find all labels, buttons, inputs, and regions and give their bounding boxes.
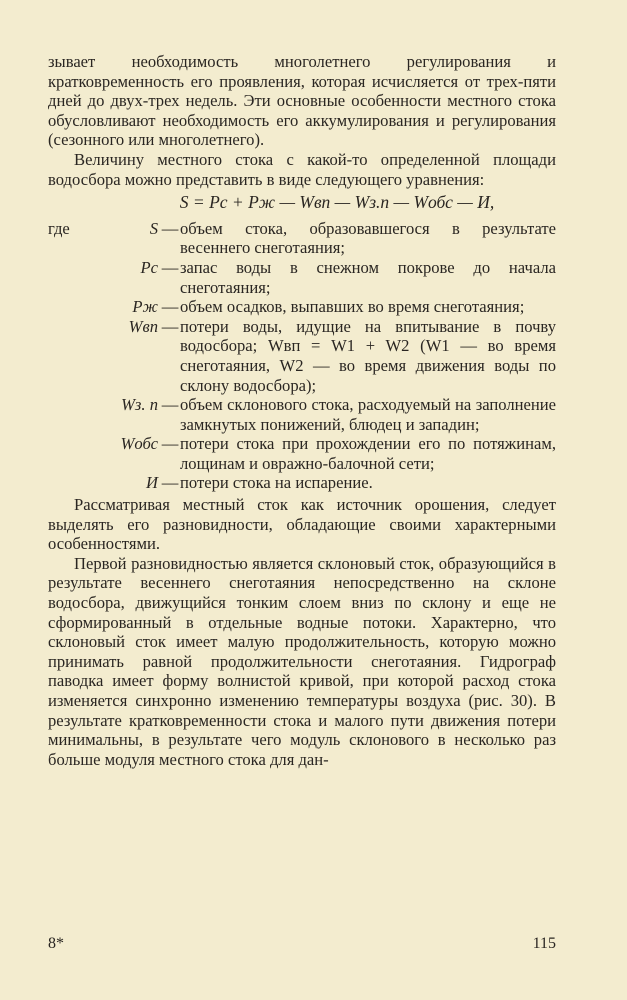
definition-text: объем осадков, выпавших во время снеготаяния; bbox=[180, 297, 525, 317]
definition-text: объем стока, образовавшегося в результате весеннего снеготаяния; bbox=[180, 218, 556, 258]
definition-text: объем склонового стока, расходуемый на заполнение замкнутых понижений, блюдец и западин; bbox=[180, 395, 556, 434]
definition-item bbox=[48, 395, 556, 434]
definition-dash: — bbox=[161, 434, 179, 454]
definition-item bbox=[48, 317, 556, 395]
definition-text: потери воды, идущие на впитывание в почву водосбора; Wвп = W1 + W2 (W1 — во время снеготаяния, W2 — во время движения воды по склону водосбора); bbox=[180, 316, 556, 395]
definition-text: потери стока при прохождении его по потяжинам, лощинам и овражно-балочной сети; bbox=[180, 434, 556, 473]
definition-item bbox=[48, 258, 556, 297]
definition-symbol: Wобс bbox=[120, 434, 158, 454]
definition-symbol: Pж bbox=[132, 297, 158, 317]
definition-dash: — bbox=[161, 218, 179, 238]
definition-dash: — bbox=[161, 316, 179, 336]
definition-symbol: Wвп bbox=[128, 316, 158, 336]
definition-list bbox=[48, 219, 556, 493]
definition-dash: — bbox=[161, 473, 179, 493]
signature-mark: 8* bbox=[48, 935, 64, 952]
definition-item bbox=[48, 219, 556, 258]
paragraph-consider: Рассматривая местный сток как источник орошения, следует выделять его разновидности, обладающие своими характерными особенностями. bbox=[48, 495, 556, 554]
definition-dash: — bbox=[161, 395, 179, 415]
definition-dash: — bbox=[161, 257, 179, 277]
paragraph-intro: Величину местного стока с какой-то определенной площади водосбора можно представить в виде следующего уравнения: bbox=[48, 149, 556, 189]
paragraph-top: зывает необходимость многолетнего регулирования и кратковременность его проявления, которая исчисляется от трех-пяти дней до двух-трех недель. Эти основные особенности местного стока обусловливают необходимость его аккумулирования и регулирования (сезонного или многолетнего). bbox=[48, 52, 556, 150]
definition-symbol: И bbox=[146, 473, 158, 493]
definition-text: потери стока на испарение. bbox=[180, 473, 373, 493]
definition-dash: — bbox=[161, 297, 179, 317]
runoff-equation: S = Pс + Pж — Wвп — Wз.п — Wобс — И, bbox=[179, 192, 495, 213]
definition-text: запас воды в снежном покрове до начала снеготаяния; bbox=[180, 257, 556, 297]
page-number: 115 bbox=[532, 935, 556, 952]
definition-item bbox=[48, 473, 556, 493]
definition-item bbox=[48, 434, 556, 473]
page-footer bbox=[48, 935, 556, 953]
where-word: где bbox=[48, 218, 70, 238]
definition-symbol: S bbox=[149, 218, 158, 238]
page-text bbox=[48, 52, 556, 769]
definition-item bbox=[48, 297, 556, 317]
definition-symbol: Wз. п bbox=[121, 395, 158, 415]
paragraph-first-variety: Первой разновидностью является склоновый сток, образующийся в результате весеннего снеготаяния непосредственно на склоне водосбора, движущийся тонким слоем вниз по склону и еще не сформированный в отдельные водные потоки. Характерно, что склоновый сток имеет малую продолжительность, которую можно принимать равной продолжительности снеготаяния. Гидрограф паводка имеет форму волнистой кривой, при которой расход стока изменяется синхронно изменению температуры воздуха (рис. 30). В результате кратковременности стока и малого пути движения потери минимальны, в результате чего модуль склонового в несколько раз больше модуля местного стока для дан- bbox=[48, 553, 556, 769]
definition-symbol: Pс bbox=[140, 257, 158, 277]
